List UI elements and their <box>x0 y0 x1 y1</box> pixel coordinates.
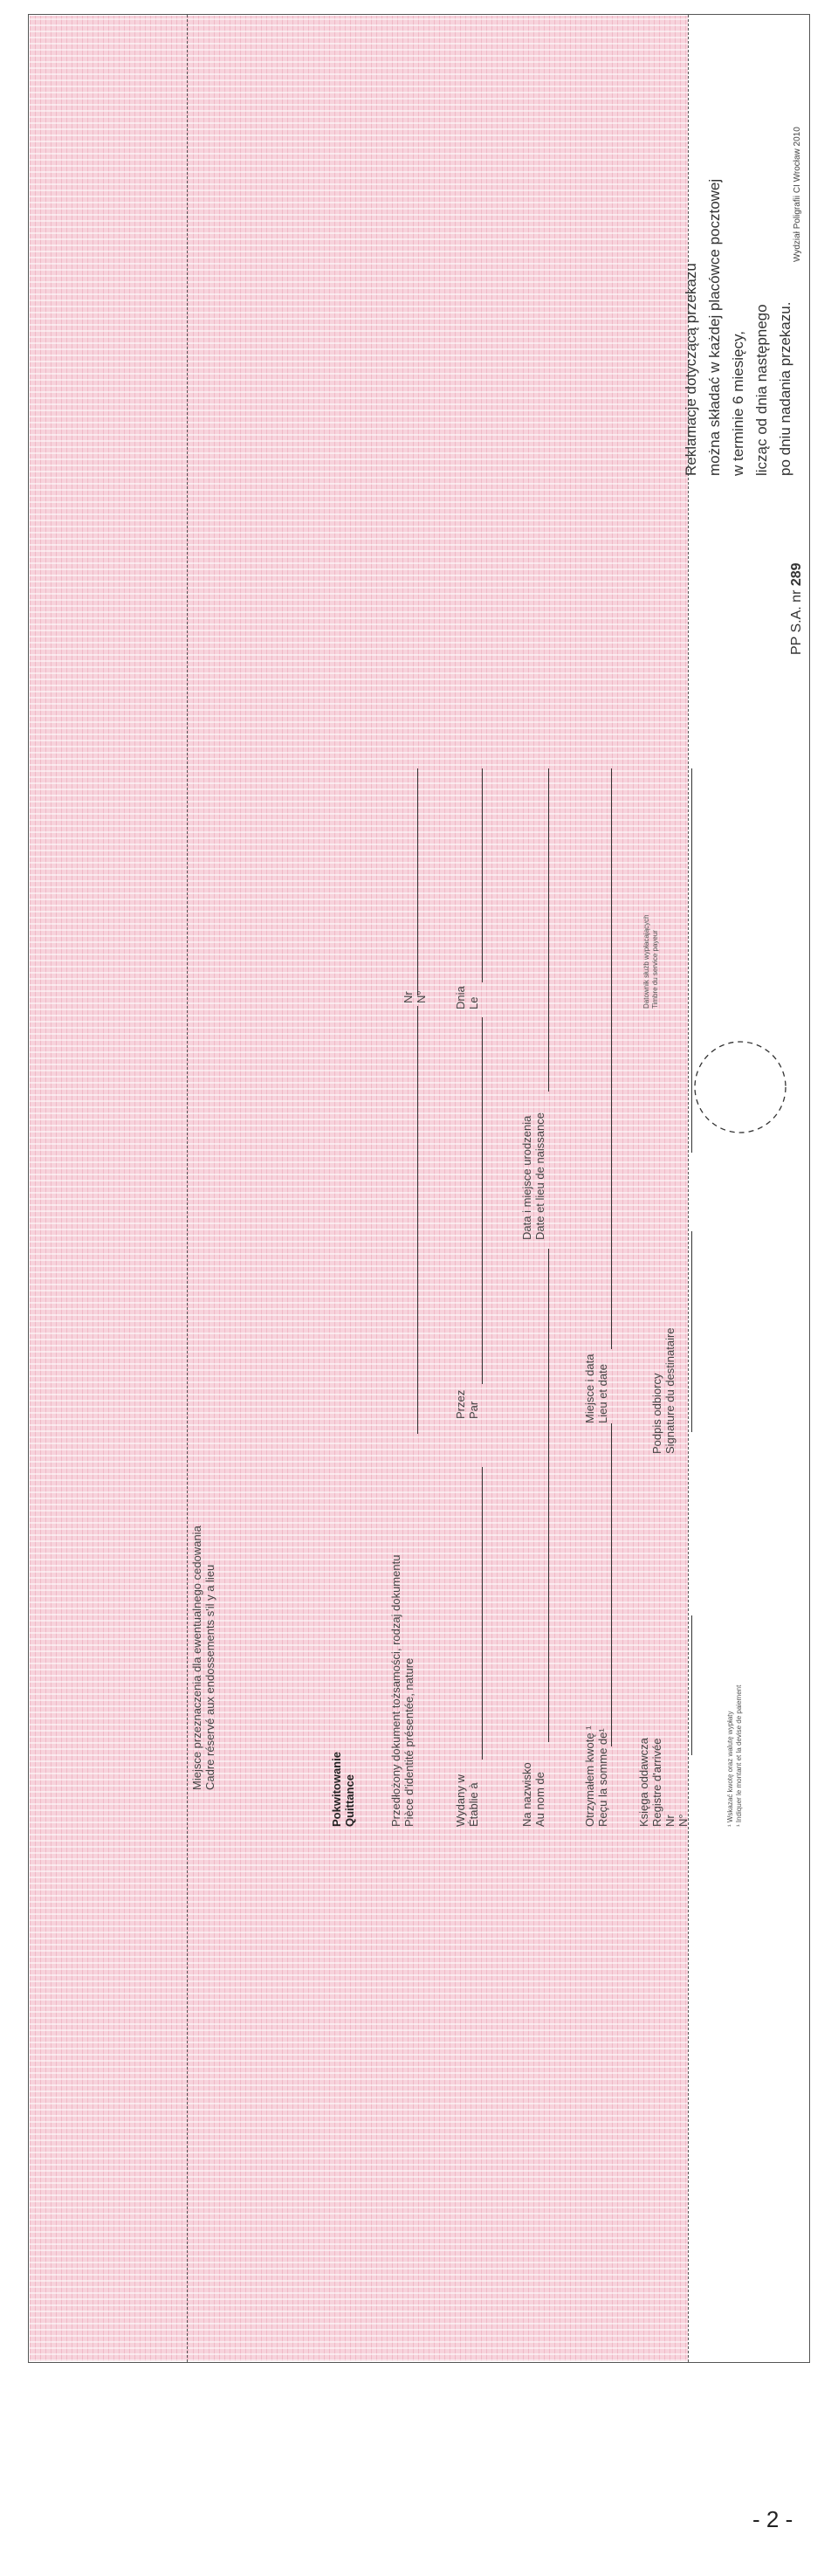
surname-field[interactable] <box>548 1249 549 1742</box>
perforation-line-left <box>187 15 188 2362</box>
complaint-notice: Reklamacje dotyczącą przekazu można składać w każdej placówce pocztowej w terminie 6 miesięcy, licząc od dnia następnego po dniu nadania przekazu. <box>683 178 793 476</box>
footnote: ¹ Wskazać kwotę oraz walutę wypłaty ¹ Indiquer le montant et la devise de paiement <box>726 1684 743 1827</box>
issued-in-label: Wydany w Établie à <box>454 1774 480 1827</box>
birth-date-place-label: Data i miejsce urodzenia Date et lieu de naissance <box>520 1112 546 1240</box>
amount-received-label: Otrzymałem kwotę ¹ Reçu la somme de¹ <box>583 1725 609 1827</box>
issued-by-label: Przez Par <box>454 1389 480 1419</box>
paying-service-stamp-label: Datownik służb wypłacających Timbre du service payeur <box>642 914 659 1009</box>
birth-date-place-field[interactable] <box>548 768 549 1092</box>
stamp-area-icon <box>688 1035 793 1140</box>
page-number: - 2 - <box>752 2506 793 2532</box>
receipt-title: Pokwitowanie Quittance <box>330 1752 356 1827</box>
id-document-label: Przedłożony dokument tożsamości, rodzaj dokumentu Pièce d'identité présentée, nature <box>389 1554 416 1827</box>
recipient-signature-field[interactable] <box>691 1231 692 1432</box>
issued-date-field[interactable] <box>482 768 483 982</box>
form-code: PP S.A. nr 289 <box>789 562 804 655</box>
id-document-field[interactable] <box>417 1006 418 1434</box>
place-date-field[interactable] <box>611 768 612 1349</box>
amount-received-field[interactable] <box>611 1423 612 1746</box>
register-number-field[interactable] <box>691 1615 692 1755</box>
surname-label: Na nazwisko Au nom de <box>520 1762 546 1827</box>
register-label: Księga oddawcza Registre d'arrivée Nr N° <box>637 1738 690 1827</box>
recipient-signature-label: Podpis odbiorcy Signature du destinataire <box>650 1327 677 1454</box>
id-document-number-field[interactable] <box>417 768 418 995</box>
printer-credit: Wydział Poligrafii CI Wrocław 2010 <box>793 127 802 262</box>
issued-by-field[interactable] <box>482 1017 483 1384</box>
issued-in-field[interactable] <box>482 1467 483 1760</box>
endorsement-area-label: Miejsce przeznaczenia dla ewentualnego cedowania Cadre réservé aux endossements s'il y a lieu <box>190 1526 216 1790</box>
security-pattern-receipt <box>188 16 688 2361</box>
issued-date-label: Dnia Le <box>454 986 480 1009</box>
place-date-label: Miejsce i data Lieu et date <box>583 1353 609 1423</box>
id-document-number-label: Nr N° <box>402 990 428 1003</box>
security-pattern-left <box>30 16 188 2361</box>
